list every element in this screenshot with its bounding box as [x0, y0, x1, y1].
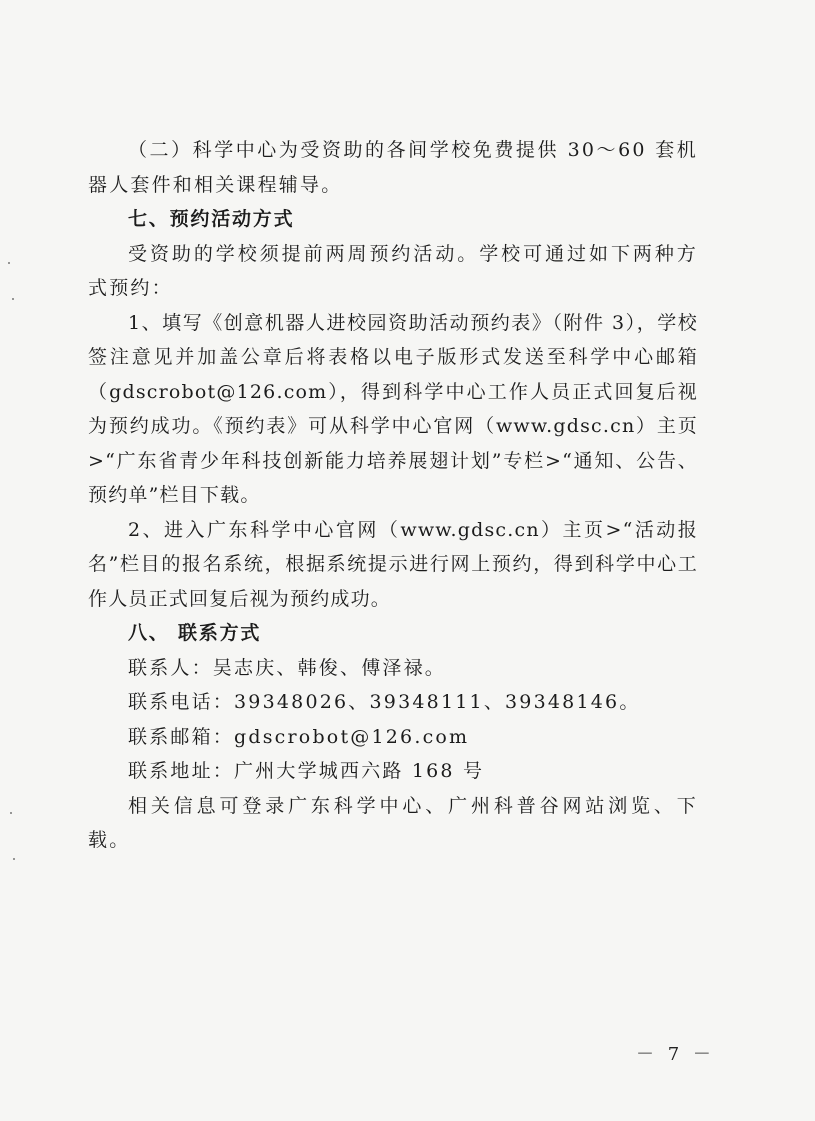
section-heading-contact: 八、 联系方式: [128, 622, 262, 644]
scan-speck: [12, 298, 14, 300]
paragraph-booking-method-1: 1、填写《创意机器人进校园资助活动预约表》（附件 3），学校签注意见并加盖公章后将表格以电子版形式发送至科学中心邮箱（gdscrobot@126.com），得到科学中心工作人员正式回复后视为预约成功。《预约表》可从科学中心官网（www.gdsc.cn）主页>“广东省青少年科技创新能力培养展翅计划”专栏>“通知、公告、预约单”栏目下载。: [88, 311, 698, 506]
scan-speck: [10, 812, 12, 814]
section-heading-booking: 七、预约活动方式: [128, 208, 295, 230]
contact-email: 联系邮箱：gdscrobot@126.com: [128, 725, 470, 748]
paragraph-more-info: 相关信息可登录广东科学中心、广州科普谷网站浏览、下载。: [88, 794, 698, 851]
contact-persons: 联系人：吴志庆、韩俊、傅泽禄。: [128, 656, 447, 679]
document-body: [88, 133, 698, 858]
contact-address: 联系地址：广州大学城西六路 168 号: [128, 760, 485, 782]
contact-phone: 联系电话：39348026、39348111、39348146。: [128, 691, 641, 713]
paragraph-booking-intro: 受资助的学校须提前两周预约活动。学校可通过如下两种方式预约：: [88, 242, 698, 299]
paragraph-booking-method-2: 2、进入广东科学中心官网（www.gdsc.cn）主页>“活动报名”栏目的报名系统，根据系统提示进行网上预约，得到科学中心工作人员正式回复后视为预约成功。: [88, 518, 698, 610]
page-number: － 7 －: [636, 1044, 715, 1065]
scan-speck: [8, 262, 10, 264]
scan-speck: [13, 858, 15, 860]
paragraph-robot-kits: （二）科学中心为受资助的各间学校免费提供 30～60 套机器人套件和相关课程辅导。: [88, 139, 698, 196]
